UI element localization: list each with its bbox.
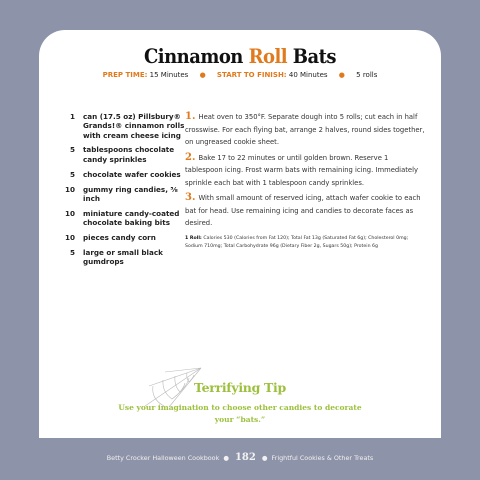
ingredient-text: can (17.5 oz) Pillsbury® Grands!® cinnamon rolls with cream cheese icing — [83, 112, 185, 140]
bullet-dot-icon: ● — [199, 71, 206, 79]
footer-section-title: Frightful Cookies & Other Treats — [271, 454, 374, 462]
ingredient-text: miniature candy-coated chocolate baking bits — [83, 208, 180, 228]
recipe-meta — [39, 71, 441, 79]
ingredient-item — [59, 185, 187, 204]
bullet-dot-icon: ● — [223, 454, 229, 462]
footer-book-title: Betty Crocker Halloween Cookbook — [106, 454, 220, 462]
step-number: 1. — [185, 111, 196, 122]
ingredient-text: gummy ring candies, ⅝ inch — [83, 184, 178, 203]
bullet-dot-icon: ● — [338, 71, 345, 79]
direction-step — [185, 111, 425, 149]
ingredient-text: tablespoons chocolate candy sprinkles — [83, 145, 175, 164]
ingredient-text: chocolate wafer cookies — [83, 169, 181, 179]
ingredient-item — [59, 170, 187, 179]
start-to-finish-value: 40 Minutes — [288, 71, 328, 79]
ingredient-list — [59, 112, 187, 272]
bullet-dot-icon: ● — [261, 454, 268, 462]
directions — [185, 111, 425, 256]
recipe-card — [39, 30, 441, 438]
ingredient-item — [59, 112, 187, 140]
prep-time-value: 15 Minutes — [149, 71, 189, 79]
ingredient-qty: 10 — [64, 208, 75, 218]
ingredient-item — [59, 145, 187, 164]
nutrition-text: Calories 530 (Calories from Fat 120); Total Fat 13g (Saturated Fat 6g); Cholesterol 0mg; Sodium 710mg; Total Carbohydrate 96g (Dietary Fiber 2g, Sugars 50g); Protein 6g — [185, 235, 409, 250]
title-part-3: Bats — [287, 44, 336, 68]
title-part-1: Cinnamon — [144, 44, 249, 68]
recipe-title — [59, 44, 421, 68]
nutrition-info — [185, 235, 425, 252]
ingredient-text: large or small black gumdrops — [83, 247, 163, 267]
ingredient-qty: 10 — [64, 232, 75, 242]
ingredient-qty: 5 — [69, 169, 75, 179]
ingredient-item — [59, 233, 187, 242]
tip-text: Use your imagination to choose other candies to decorate your “bats.” — [118, 403, 362, 424]
ingredient-item — [59, 248, 187, 267]
step-number: 3. — [185, 192, 196, 203]
ingredient-item — [59, 209, 187, 228]
page-footer — [0, 452, 480, 463]
prep-time-label: PREP TIME: — [102, 71, 148, 79]
ingredient-text: pieces candy corn — [83, 232, 156, 242]
step-number: 2. — [185, 151, 196, 163]
direction-step — [185, 192, 425, 230]
ingredient-qty: 10 — [64, 184, 75, 194]
ingredient-qty: 5 — [69, 145, 75, 155]
step-text: Bake 17 to 22 minutes or until golden brown. Reserve 1 tablespoon icing. Frost warm bats with remaining icing. Immediately sprinkle each bat with 1 tablespoon candy sprinkles. — [185, 153, 418, 187]
yield-value: 5 rolls — [356, 71, 378, 79]
start-to-finish-label: START TO FINISH: — [216, 71, 287, 79]
ingredient-qty: 5 — [69, 247, 75, 257]
title-part-2: Roll — [248, 44, 288, 68]
step-text: Heat oven to 350°F. Separate dough into 5 rolls; cut each in half crosswise. For each flying bat, arrange 2 halves, round sides together, on ungreased cookie sheet. — [185, 113, 425, 146]
direction-step — [185, 152, 425, 190]
nutrition-label: 1 Roll: — [185, 235, 202, 241]
ingredient-qty: 1 — [69, 112, 75, 121]
page-number: 182 — [234, 452, 256, 463]
tip-title: Terrifying Tip — [194, 380, 286, 395]
step-text: With small amount of reserved icing, attach wafer cookie to each bat for head. Use remaining icing and candies to decorate faces as desired. — [185, 194, 421, 227]
